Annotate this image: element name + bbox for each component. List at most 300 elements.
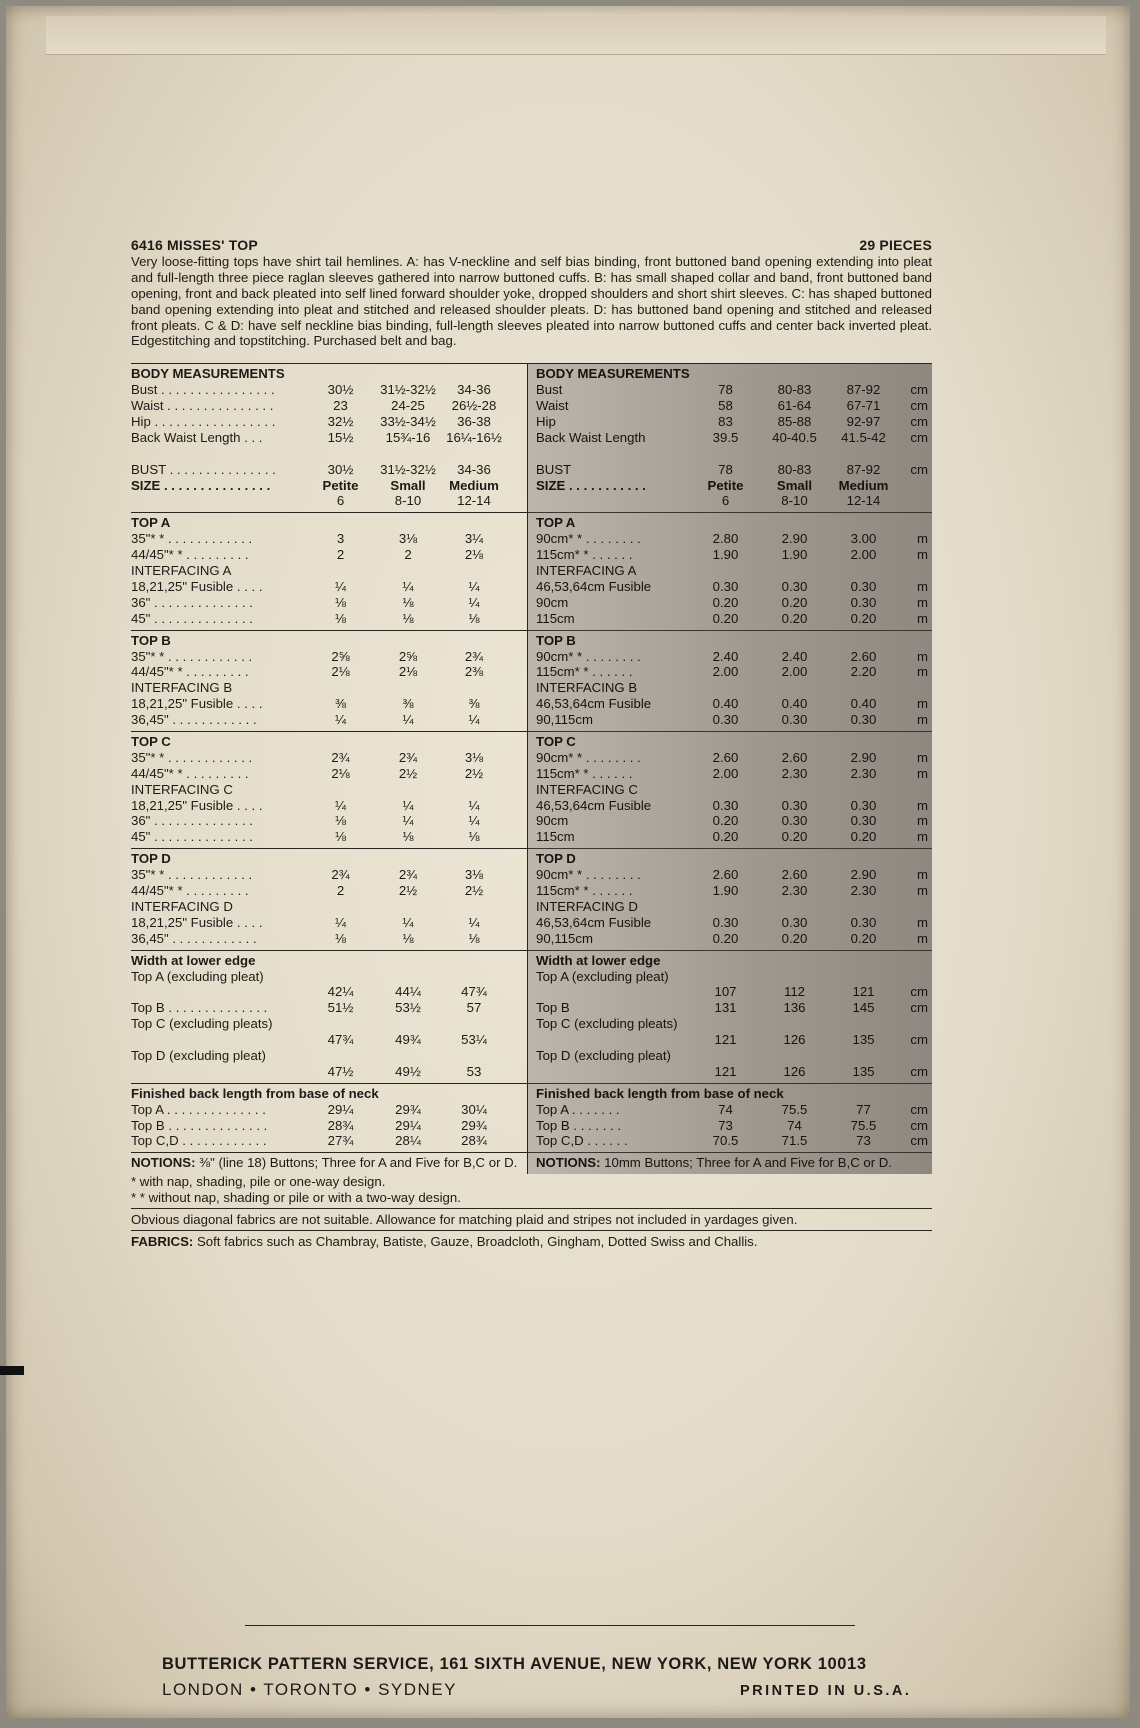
row-label: Top B . . . . . . . xyxy=(536,1117,622,1133)
row-label: SIZE . . . . . . . . . . . xyxy=(536,477,646,493)
table-row xyxy=(536,595,932,611)
size-value xyxy=(829,969,898,985)
unit-label xyxy=(898,899,928,915)
table-row xyxy=(536,1000,932,1016)
size-value: 2.60 xyxy=(781,749,808,765)
size-value: 2.90 xyxy=(850,749,877,765)
size-value: 31½-32½ xyxy=(380,382,436,398)
size-value: 70.5 xyxy=(712,1133,739,1149)
section-1 xyxy=(528,513,932,630)
row-label xyxy=(536,984,691,1000)
size-value xyxy=(306,1016,375,1032)
size-value xyxy=(760,782,829,798)
size-value: 6 xyxy=(721,493,730,509)
table-row xyxy=(536,712,932,728)
size-value: 0.20 xyxy=(850,610,877,626)
table-row xyxy=(536,696,932,712)
size-value xyxy=(306,899,375,915)
size-value: ¼ xyxy=(468,813,480,829)
row-label: 46,53,64cm Fusible xyxy=(536,578,652,594)
edge-mark xyxy=(0,1366,24,1375)
table-row xyxy=(131,398,527,414)
size-value xyxy=(829,899,898,915)
section-3 xyxy=(528,732,932,849)
size-value: 15½ xyxy=(327,429,354,445)
size-value xyxy=(306,680,375,696)
table-row xyxy=(536,1064,932,1080)
section-title: TOP C xyxy=(131,733,171,749)
table-row xyxy=(131,899,527,915)
unit-label: m xyxy=(917,547,928,563)
size-value: 0.30 xyxy=(712,578,739,594)
table-row xyxy=(536,398,932,414)
size-value xyxy=(375,899,441,915)
row-label: 115cm* * . . . . . . xyxy=(536,765,633,781)
unit-label xyxy=(898,493,928,509)
size-value: 2.00 xyxy=(712,664,739,680)
size-value: 3⅛ xyxy=(464,867,484,883)
row-label: 90cm xyxy=(536,594,569,610)
section-2 xyxy=(528,631,932,732)
section-title: Finished back length from base of neck xyxy=(536,1085,784,1101)
table-row xyxy=(131,493,527,509)
size-value xyxy=(691,899,760,915)
table-row xyxy=(131,664,527,680)
table-row xyxy=(131,595,527,611)
size-value xyxy=(760,1048,829,1064)
unit-label: m xyxy=(917,648,928,664)
size-value: 2.60 xyxy=(712,749,739,765)
table-row xyxy=(536,382,932,398)
size-value: 131 xyxy=(714,1000,737,1016)
row-label: Back Waist Length xyxy=(536,429,646,445)
size-value xyxy=(760,446,829,462)
table-row xyxy=(536,883,932,899)
row-label: 35"* * . . . . . . . . . . . . xyxy=(131,749,253,765)
size-value: ¼ xyxy=(468,578,480,594)
size-value: 57 xyxy=(466,1000,482,1016)
unit-label: m xyxy=(917,813,928,829)
size-value xyxy=(691,563,760,579)
notions xyxy=(528,1153,932,1174)
size-value: 34-36 xyxy=(457,461,491,477)
size-value: 0.20 xyxy=(781,829,808,845)
size-value: ¼ xyxy=(402,712,414,728)
size-value: ⅛ xyxy=(335,594,346,610)
section-title: BODY MEASUREMENTS xyxy=(131,366,285,382)
table-row xyxy=(131,611,527,627)
diagonal-note: Obvious diagonal fabrics are not suitable. Allowance for matching plaid and stripes not included in yardages given. xyxy=(131,1209,932,1231)
table-row xyxy=(131,430,527,446)
size-value: 74 xyxy=(787,1117,802,1133)
notions xyxy=(131,1153,527,1174)
table-row xyxy=(536,1048,932,1064)
table-row xyxy=(131,1016,527,1032)
size-value: 2.00 xyxy=(712,765,739,781)
size-value xyxy=(375,1016,441,1032)
size-value: 0.30 xyxy=(850,712,877,728)
row-label: Waist . . . . . . . . . . . . . . . xyxy=(131,398,274,414)
size-value: 83 xyxy=(718,414,733,430)
section-6 xyxy=(131,1084,527,1154)
table-row xyxy=(536,462,932,478)
row-label: 44/45"* * . . . . . . . . . xyxy=(131,765,249,781)
printed-in: PRINTED IN U.S.A. xyxy=(740,1683,912,1699)
unit-label: m xyxy=(917,696,928,712)
row-label xyxy=(131,1032,306,1048)
size-value: 47¾ xyxy=(461,984,487,1000)
row-label: Top C (excluding pleats) xyxy=(536,1016,678,1032)
size-value: 8-10 xyxy=(781,493,808,509)
size-value: 28¾ xyxy=(327,1117,354,1133)
size-value: 2.90 xyxy=(781,531,808,547)
table-row xyxy=(131,579,527,595)
size-value xyxy=(760,1016,829,1032)
table-row xyxy=(536,414,932,430)
size-value: 30¼ xyxy=(461,1101,487,1117)
row-label: Top C,D . . . . . . xyxy=(536,1133,628,1149)
size-value: 12-14 xyxy=(457,493,491,509)
table-row xyxy=(131,1000,527,1016)
size-value xyxy=(760,563,829,579)
size-value xyxy=(441,1016,507,1032)
size-value: 0.20 xyxy=(712,610,739,626)
fabrics-text: Soft fabrics such as Chambray, Batiste, Gauze, Broadcloth, Gingham, Dotted Swiss and Challis. xyxy=(196,1233,758,1249)
row-label: Top D (excluding pleat) xyxy=(536,1047,671,1063)
table-row xyxy=(536,1032,932,1048)
section-title: TOP A xyxy=(131,515,171,531)
unit-label: m xyxy=(917,914,928,930)
table-row xyxy=(536,493,932,509)
row-label: 90cm* * . . . . . . . . xyxy=(536,749,641,765)
size-value: ¼ xyxy=(468,712,480,728)
size-value: 2.60 xyxy=(712,867,739,883)
size-value: 26½-28 xyxy=(451,398,497,414)
size-value xyxy=(375,446,441,462)
size-value xyxy=(829,446,898,462)
row-label: Waist xyxy=(536,398,569,414)
size-value: ¼ xyxy=(335,712,346,728)
table-row xyxy=(536,766,932,782)
size-value: ⅛ xyxy=(335,930,346,946)
size-value: Small xyxy=(390,477,426,493)
size-value: 80-83 xyxy=(777,382,812,398)
unit-label: m xyxy=(917,610,928,626)
unit-label: cm xyxy=(910,1063,928,1079)
size-value: 42¼ xyxy=(327,984,354,1000)
size-value: ⅛ xyxy=(468,829,480,845)
size-value: 2.90 xyxy=(850,867,877,883)
table-row xyxy=(536,649,932,665)
table-row xyxy=(536,813,932,829)
table-row xyxy=(131,813,527,829)
row-label: 35"* * . . . . . . . . . . . . xyxy=(131,531,253,547)
size-value: 23 xyxy=(333,398,348,414)
unit-label: m xyxy=(917,829,928,845)
size-value: 2.40 xyxy=(781,648,808,664)
unit-label: cm xyxy=(910,414,928,430)
row-label: Top C (excluding pleats) xyxy=(131,1016,273,1032)
size-value xyxy=(375,782,441,798)
row-label: 115cm xyxy=(536,610,575,626)
size-value: 75.5 xyxy=(850,1117,877,1133)
table-row xyxy=(536,829,932,845)
row-label: 18,21,25" Fusible . . . . xyxy=(131,914,263,930)
table-row xyxy=(536,915,932,931)
size-value: 85-88 xyxy=(777,414,812,430)
footer-rule xyxy=(245,1625,855,1626)
pieces-count: 29 PIECES xyxy=(859,237,932,253)
section-6 xyxy=(528,1084,932,1154)
unit-label: m xyxy=(917,712,928,728)
section-0 xyxy=(528,364,932,513)
row-label: INTERFACING A xyxy=(131,563,232,579)
size-value xyxy=(760,899,829,915)
size-value: 145 xyxy=(852,1000,875,1016)
unit-label xyxy=(898,969,928,985)
section-5 xyxy=(528,951,932,1084)
size-value: 2½ xyxy=(464,765,484,781)
size-value: 2.30 xyxy=(781,765,808,781)
row-label xyxy=(131,984,306,1000)
size-value: 40-40.5 xyxy=(772,429,817,445)
size-value: 2⅛ xyxy=(331,664,350,680)
unit-label: cm xyxy=(910,1000,928,1016)
size-value: Small xyxy=(776,477,813,493)
row-label: 36,45" . . . . . . . . . . . . xyxy=(131,712,257,728)
size-value: 2⅛ xyxy=(331,765,350,781)
size-value xyxy=(829,782,898,798)
row-label: 90cm xyxy=(536,813,569,829)
size-value: 75.5 xyxy=(781,1101,808,1117)
table-row xyxy=(131,1118,527,1134)
row-label: Top B . . . . . . . . . . . . . . xyxy=(131,1000,268,1016)
size-value: 29¾ xyxy=(461,1117,487,1133)
size-value xyxy=(306,446,375,462)
size-value: 0.20 xyxy=(712,829,739,845)
size-value: 126 xyxy=(783,1032,806,1048)
size-value: Medium xyxy=(838,477,889,493)
size-value: 0.40 xyxy=(712,696,739,712)
size-value: ¼ xyxy=(468,594,480,610)
row-label: Top C,D . . . . . . . . . . . . xyxy=(131,1133,267,1149)
table-row xyxy=(536,867,932,883)
table-row xyxy=(536,680,932,696)
size-value: ¼ xyxy=(402,813,414,829)
table-row xyxy=(536,750,932,766)
row-label xyxy=(536,1064,691,1080)
size-value: 41.5-42 xyxy=(841,429,886,445)
row-label: Top A . . . . . . . xyxy=(536,1101,620,1117)
metric-column xyxy=(528,364,932,1174)
size-value: 53½ xyxy=(395,1000,421,1016)
unit-label: cm xyxy=(910,398,928,414)
row-label: Top A (excluding pleat) xyxy=(131,968,264,984)
size-value: ⅛ xyxy=(335,610,346,626)
size-value xyxy=(375,1048,441,1064)
table-row xyxy=(131,798,527,814)
size-value: 0.30 xyxy=(781,914,808,930)
footnote-nap: * with nap, shading, pile or one-way design. xyxy=(131,1174,386,1190)
unit-label: cm xyxy=(910,984,928,1000)
table-row xyxy=(131,883,527,899)
size-value: 80-83 xyxy=(777,461,812,477)
table-row xyxy=(131,414,527,430)
size-value: 3⅛ xyxy=(464,749,484,765)
table-row xyxy=(536,1133,932,1149)
size-value: 2.30 xyxy=(781,883,808,899)
size-value: 49½ xyxy=(395,1063,421,1079)
size-value: 2.00 xyxy=(850,547,877,563)
size-value xyxy=(691,1048,760,1064)
size-value: 2.30 xyxy=(850,883,877,899)
size-value: Petite xyxy=(322,477,359,493)
size-value: 2 xyxy=(404,547,412,563)
row-label: 18,21,25" Fusible . . . . xyxy=(131,696,263,712)
row-label: 90,115cm xyxy=(536,712,593,728)
size-value: 36-38 xyxy=(457,414,491,430)
table-row xyxy=(131,867,527,883)
table-row xyxy=(131,382,527,398)
size-value: 29¼ xyxy=(395,1117,421,1133)
row-label: 36,45" . . . . . . . . . . . . xyxy=(131,930,257,946)
row-label: Hip . . . . . . . . . . . . . . . . . xyxy=(131,414,276,430)
table-row xyxy=(131,478,527,494)
size-value: 53 xyxy=(466,1063,482,1079)
size-value: 121 xyxy=(714,1063,737,1079)
size-value: 2⅝ xyxy=(398,648,418,664)
size-value: 0.30 xyxy=(781,813,808,829)
size-value: 47¾ xyxy=(327,1032,354,1048)
size-value xyxy=(375,969,441,985)
size-value: 121 xyxy=(852,984,875,1000)
unit-label: cm xyxy=(910,1032,928,1048)
unit-label: m xyxy=(917,749,928,765)
table-row xyxy=(536,1016,932,1032)
row-label: 90,115cm xyxy=(536,930,593,946)
row-label: 46,53,64cm Fusible xyxy=(536,797,652,813)
size-value: 73 xyxy=(856,1133,871,1149)
publisher-cities: LONDON • TORONTO • SYDNEY xyxy=(162,1680,458,1699)
size-value xyxy=(306,969,375,985)
unit-label: m xyxy=(917,797,928,813)
section-title: TOP B xyxy=(536,632,576,648)
size-value: 15¾-16 xyxy=(385,429,431,445)
row-label: 115cm xyxy=(536,829,575,845)
row-label: 90cm* * . . . . . . . . xyxy=(536,531,641,547)
table-row xyxy=(131,1133,527,1149)
size-value xyxy=(760,680,829,696)
size-value: 87-92 xyxy=(846,461,881,477)
unit-label xyxy=(898,1048,928,1064)
notions-text: ⅜" (line 18) Buttons; Three for A and Five for B,C or D. xyxy=(199,1155,518,1171)
unit-label: m xyxy=(917,883,928,899)
unit-label: m xyxy=(917,765,928,781)
size-value: 0.30 xyxy=(712,914,739,930)
size-value: 28¾ xyxy=(461,1133,487,1149)
row-label: 18,21,25" Fusible . . . . xyxy=(131,578,263,594)
table-row xyxy=(536,899,932,915)
unit-label: cm xyxy=(910,382,928,398)
table-row xyxy=(536,430,932,446)
size-value: 2.30 xyxy=(850,765,877,781)
size-value: 2⅝ xyxy=(331,648,350,664)
table-row xyxy=(536,446,932,462)
row-label: Top D (excluding pleat) xyxy=(131,1047,266,1063)
size-value: 1.90 xyxy=(712,883,739,899)
size-value: 12-14 xyxy=(846,493,881,509)
table-row xyxy=(131,750,527,766)
size-value: ⅜ xyxy=(468,696,480,712)
section-2 xyxy=(131,631,527,732)
size-value xyxy=(441,969,507,985)
pattern-description: Very loose-fitting tops have shirt tail hemlines. A: has V-neckline and self bias binding, front buttoned band opening extending into pleat and full-length three piece raglan sleeves gathered into narrow buttoned cuffs. B: has small shaped collar and band, front buttoned band opening, front and back pleated into self lined forward shoulder yoke, dropped shoulders and short shirt sleeves. C: has shaped buttoned band opening extending into pleat and stitched and released shoulder pleats. D: has buttoned band opening and stitched and released front pleats. C & D: have self neckline bias binding, full-length sleeves pleated into narrow buttoned cuffs and center back inverted pleat. Edgestitching and topstitching. Purchased belt and bag. xyxy=(131,253,932,349)
size-value: 34-36 xyxy=(457,382,491,398)
notions-label: NOTIONS: xyxy=(131,1155,196,1171)
row-label: 45" . . . . . . . . . . . . . . xyxy=(131,610,253,626)
size-value: ¼ xyxy=(468,797,480,813)
size-value: 58 xyxy=(718,398,733,414)
size-value: 3⅛ xyxy=(398,531,418,547)
row-label: Top B xyxy=(536,1000,570,1016)
size-value: 135 xyxy=(852,1063,875,1079)
size-value: 74 xyxy=(718,1101,733,1117)
size-value: 107 xyxy=(714,984,737,1000)
size-value: 61-64 xyxy=(777,398,812,414)
row-label: 46,53,64cm Fusible xyxy=(536,914,652,930)
table-row xyxy=(131,680,527,696)
size-value: 2 xyxy=(336,547,345,563)
unit-label: cm xyxy=(910,1117,928,1133)
size-value xyxy=(441,446,507,462)
size-value xyxy=(691,1016,760,1032)
size-value: 51½ xyxy=(327,1000,354,1016)
size-value: 1.90 xyxy=(712,547,739,563)
unit-label xyxy=(898,782,928,798)
size-value: 0.20 xyxy=(781,610,808,626)
table-row xyxy=(536,531,932,547)
row-label xyxy=(536,446,691,462)
size-value: 2½ xyxy=(464,883,484,899)
section-title: TOP D xyxy=(536,851,576,867)
size-value: ⅛ xyxy=(402,930,414,946)
yardage-chart xyxy=(131,363,932,1174)
section-5 xyxy=(131,951,527,1084)
size-value xyxy=(691,680,760,696)
size-value: 28¼ xyxy=(395,1133,421,1149)
size-value xyxy=(306,782,375,798)
size-value: ¼ xyxy=(402,797,414,813)
size-value: 0.20 xyxy=(781,930,808,946)
row-label: 18,21,25" Fusible . . . . xyxy=(131,797,263,813)
size-value: 16¼-16½ xyxy=(446,429,502,445)
size-value: 0.30 xyxy=(850,914,877,930)
table-row xyxy=(131,446,527,462)
size-value: 2.80 xyxy=(712,531,739,547)
size-value: Petite xyxy=(707,477,744,493)
table-row xyxy=(536,563,932,579)
table-row xyxy=(131,547,527,563)
size-value: 0.30 xyxy=(781,712,808,728)
unit-label: m xyxy=(917,664,928,680)
row-label: INTERFACING C xyxy=(536,781,638,797)
size-value xyxy=(691,969,760,985)
size-value: 30½ xyxy=(327,382,354,398)
size-value: 0.30 xyxy=(850,813,877,829)
size-value: 0.20 xyxy=(850,829,877,845)
size-value: ⅛ xyxy=(402,829,414,845)
unit-label: cm xyxy=(910,1101,928,1117)
